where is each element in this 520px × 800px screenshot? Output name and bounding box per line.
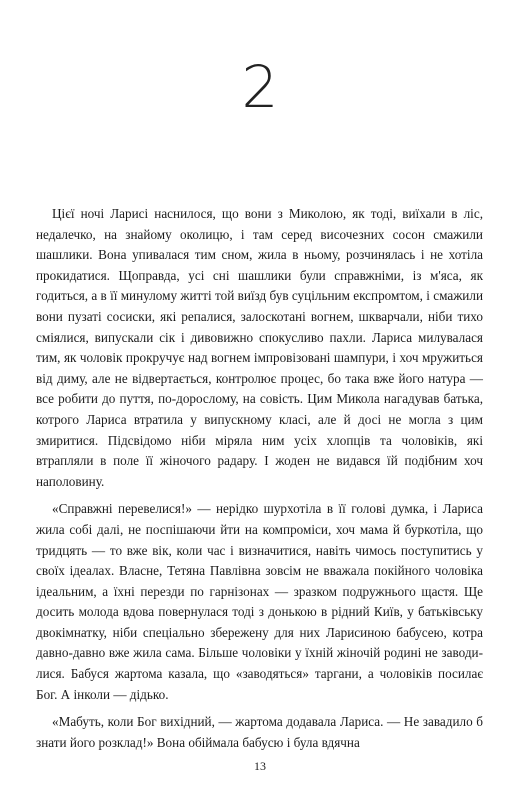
paragraph-3: «Мабуть, коли Бог вихідний, — жартома додавала Лариса. — Не завадило б знати його розклад!» Вона обіймала бабусю і була вдячна: [36, 714, 483, 750]
paragraph-2: «Справжні перевелися!» — нерідко шурхотіла в її голові думка, і Лариса жила собі далі, не поспішаючи йти на компроміси, хоч мама й буркотіла, що тридцять — то вже вік, коли час і визначитися, навіть чимось поступитись у своїх ідеалах. Власне, Тетяна Павлівна зовсім не вважала покійного чоловіка ідеальним, а їхні перезди по гарнізонах — зразком подружнього щастя. Ще досить молода вдова повернулася тоді з донькою в рідний Київ, у батьківську двокімнатку, ніби спеціально збережену для них Ларисиною бабусею, котра давно-давно вже жила сама. Більше чоловіки у їхній жіночій родині не заводилися. Бабуся жартома казала, що «заводяться» таргани, а чоловіків посилає Бог. А інколи — дідько.: [36, 501, 483, 702]
chapter-number: 2: [241, 53, 279, 121]
chapter-text: [36, 204, 483, 753]
paragraph-1: Цієї ночі Ларисі наснилося, що вони з Миколою, як тоді, виїхали в ліс, недалечко, на знайому околицю, і там серед височезних сосон смажили шашлики. Вона упивалася тим сном, жила в ньому, розчинялась і не хотіла прокидатися. Щоправда, усі сні шашлики були справжніми, із м'яса, як годиться, а в її минулому житті той виїзд був суцільним експромтом, і смажили вони пузаті сосиски, які репалися, залоскотані вогнем, шкварчали, ніби тихо сміялися, випускали сік і дивовижно спокусливо пахли. Лариса милувалася тим, як чоловік прокручує над вогнем імпровізовані шампури, і хоч мружиться від диму, але не відвертається, контролює процес, бо така вже його натура — все робити до пуття, по-дорослому, на совість. Цим Микола нагадував батька, котрого Лариса втратила у випускному класі, але й досі не могла з цим змиритися. Підсвідомо ніби міряла ним усіх хлопців та чоловіків, які втрапляли в поле її жіночого радару. І жоден не видався їй подібним хоч наполовину.: [36, 206, 483, 489]
page-number: 13: [254, 759, 266, 773]
